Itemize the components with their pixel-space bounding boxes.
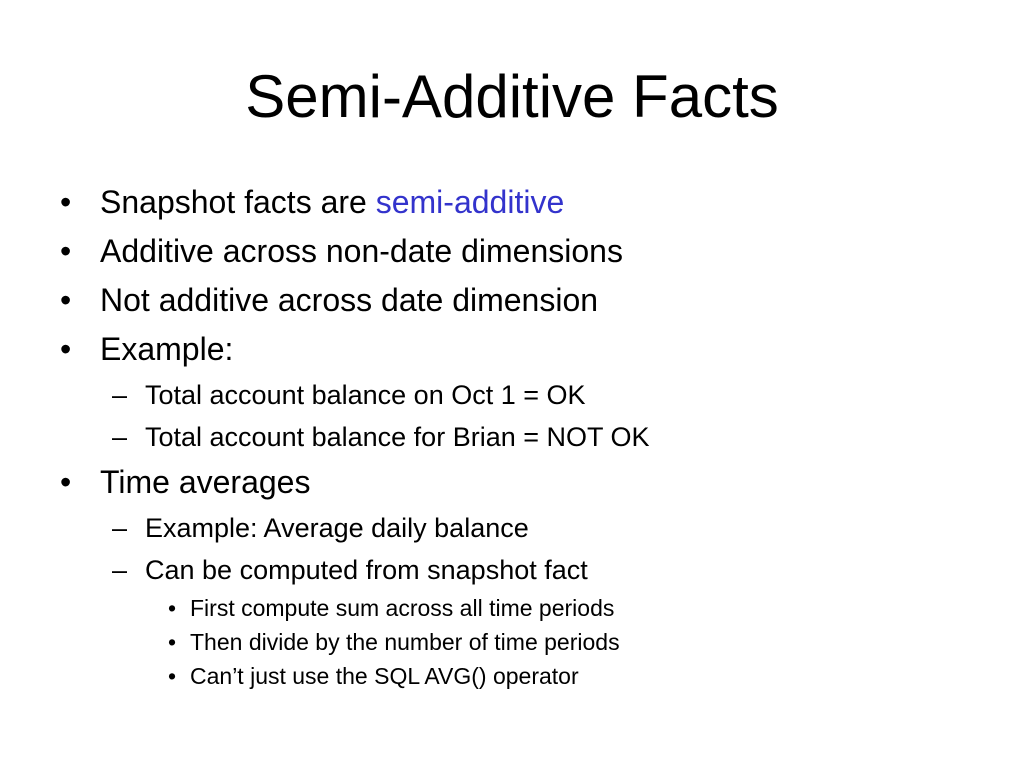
bullet-item — [0, 178, 1024, 227]
bullet-text — [100, 178, 564, 227]
bullet-item — [0, 325, 1024, 374]
bullet-marker: • — [60, 184, 72, 220]
bullet-marker: • — [60, 464, 72, 500]
sub-bullet-item — [0, 549, 1024, 591]
dash-marker: – — [112, 555, 128, 585]
highlighted-term: semi-additive — [375, 184, 565, 220]
bullet-marker: • — [168, 629, 177, 655]
sub-bullet-text: Example: Average daily balance — [145, 513, 529, 543]
sub-sub-bullet-item — [0, 625, 1024, 659]
sub-sub-bullet-text: First compute sum across all time periods — [190, 595, 615, 621]
sub-bullet-item — [0, 374, 1024, 416]
bullet-marker: • — [60, 331, 72, 367]
sub-bullet-item — [0, 507, 1024, 549]
bullet-list — [0, 178, 1024, 693]
bullet-marker: • — [168, 595, 177, 621]
sub-bullet-text: Can be computed from snapshot fact — [145, 555, 588, 585]
dash-marker: – — [112, 422, 128, 452]
bullet-item — [0, 227, 1024, 276]
bullet-text-plain: Snapshot facts are — [100, 184, 376, 220]
bullet-item — [0, 276, 1024, 325]
bullet-marker: • — [168, 663, 177, 689]
sub-bullet-text: Total account balance on Oct 1 = OK — [145, 380, 586, 410]
sub-sub-bullet-item — [0, 659, 1024, 693]
sub-bullet-item — [0, 416, 1024, 458]
bullet-text: Not additive across date dimension — [100, 282, 599, 318]
bullet-marker: • — [60, 233, 72, 269]
sub-sub-bullet-item — [0, 591, 1024, 625]
bullet-item — [0, 458, 1024, 507]
dash-marker: – — [112, 380, 128, 410]
bullet-text: Example: — [100, 331, 234, 367]
sub-sub-bullet-text: Then divide by the number of time periods — [190, 629, 620, 655]
slide-title: Semi-Additive Facts — [245, 63, 779, 130]
dash-marker: – — [112, 513, 128, 543]
bullet-text: Additive across non-date dimensions — [100, 233, 623, 269]
bullet-text: Time averages — [100, 464, 311, 500]
sub-sub-bullet-text: Can’t just use the SQL AVG() operator — [190, 663, 579, 689]
sub-bullet-text: Total account balance for Brian = NOT OK — [145, 422, 650, 452]
bullet-marker: • — [60, 282, 72, 318]
